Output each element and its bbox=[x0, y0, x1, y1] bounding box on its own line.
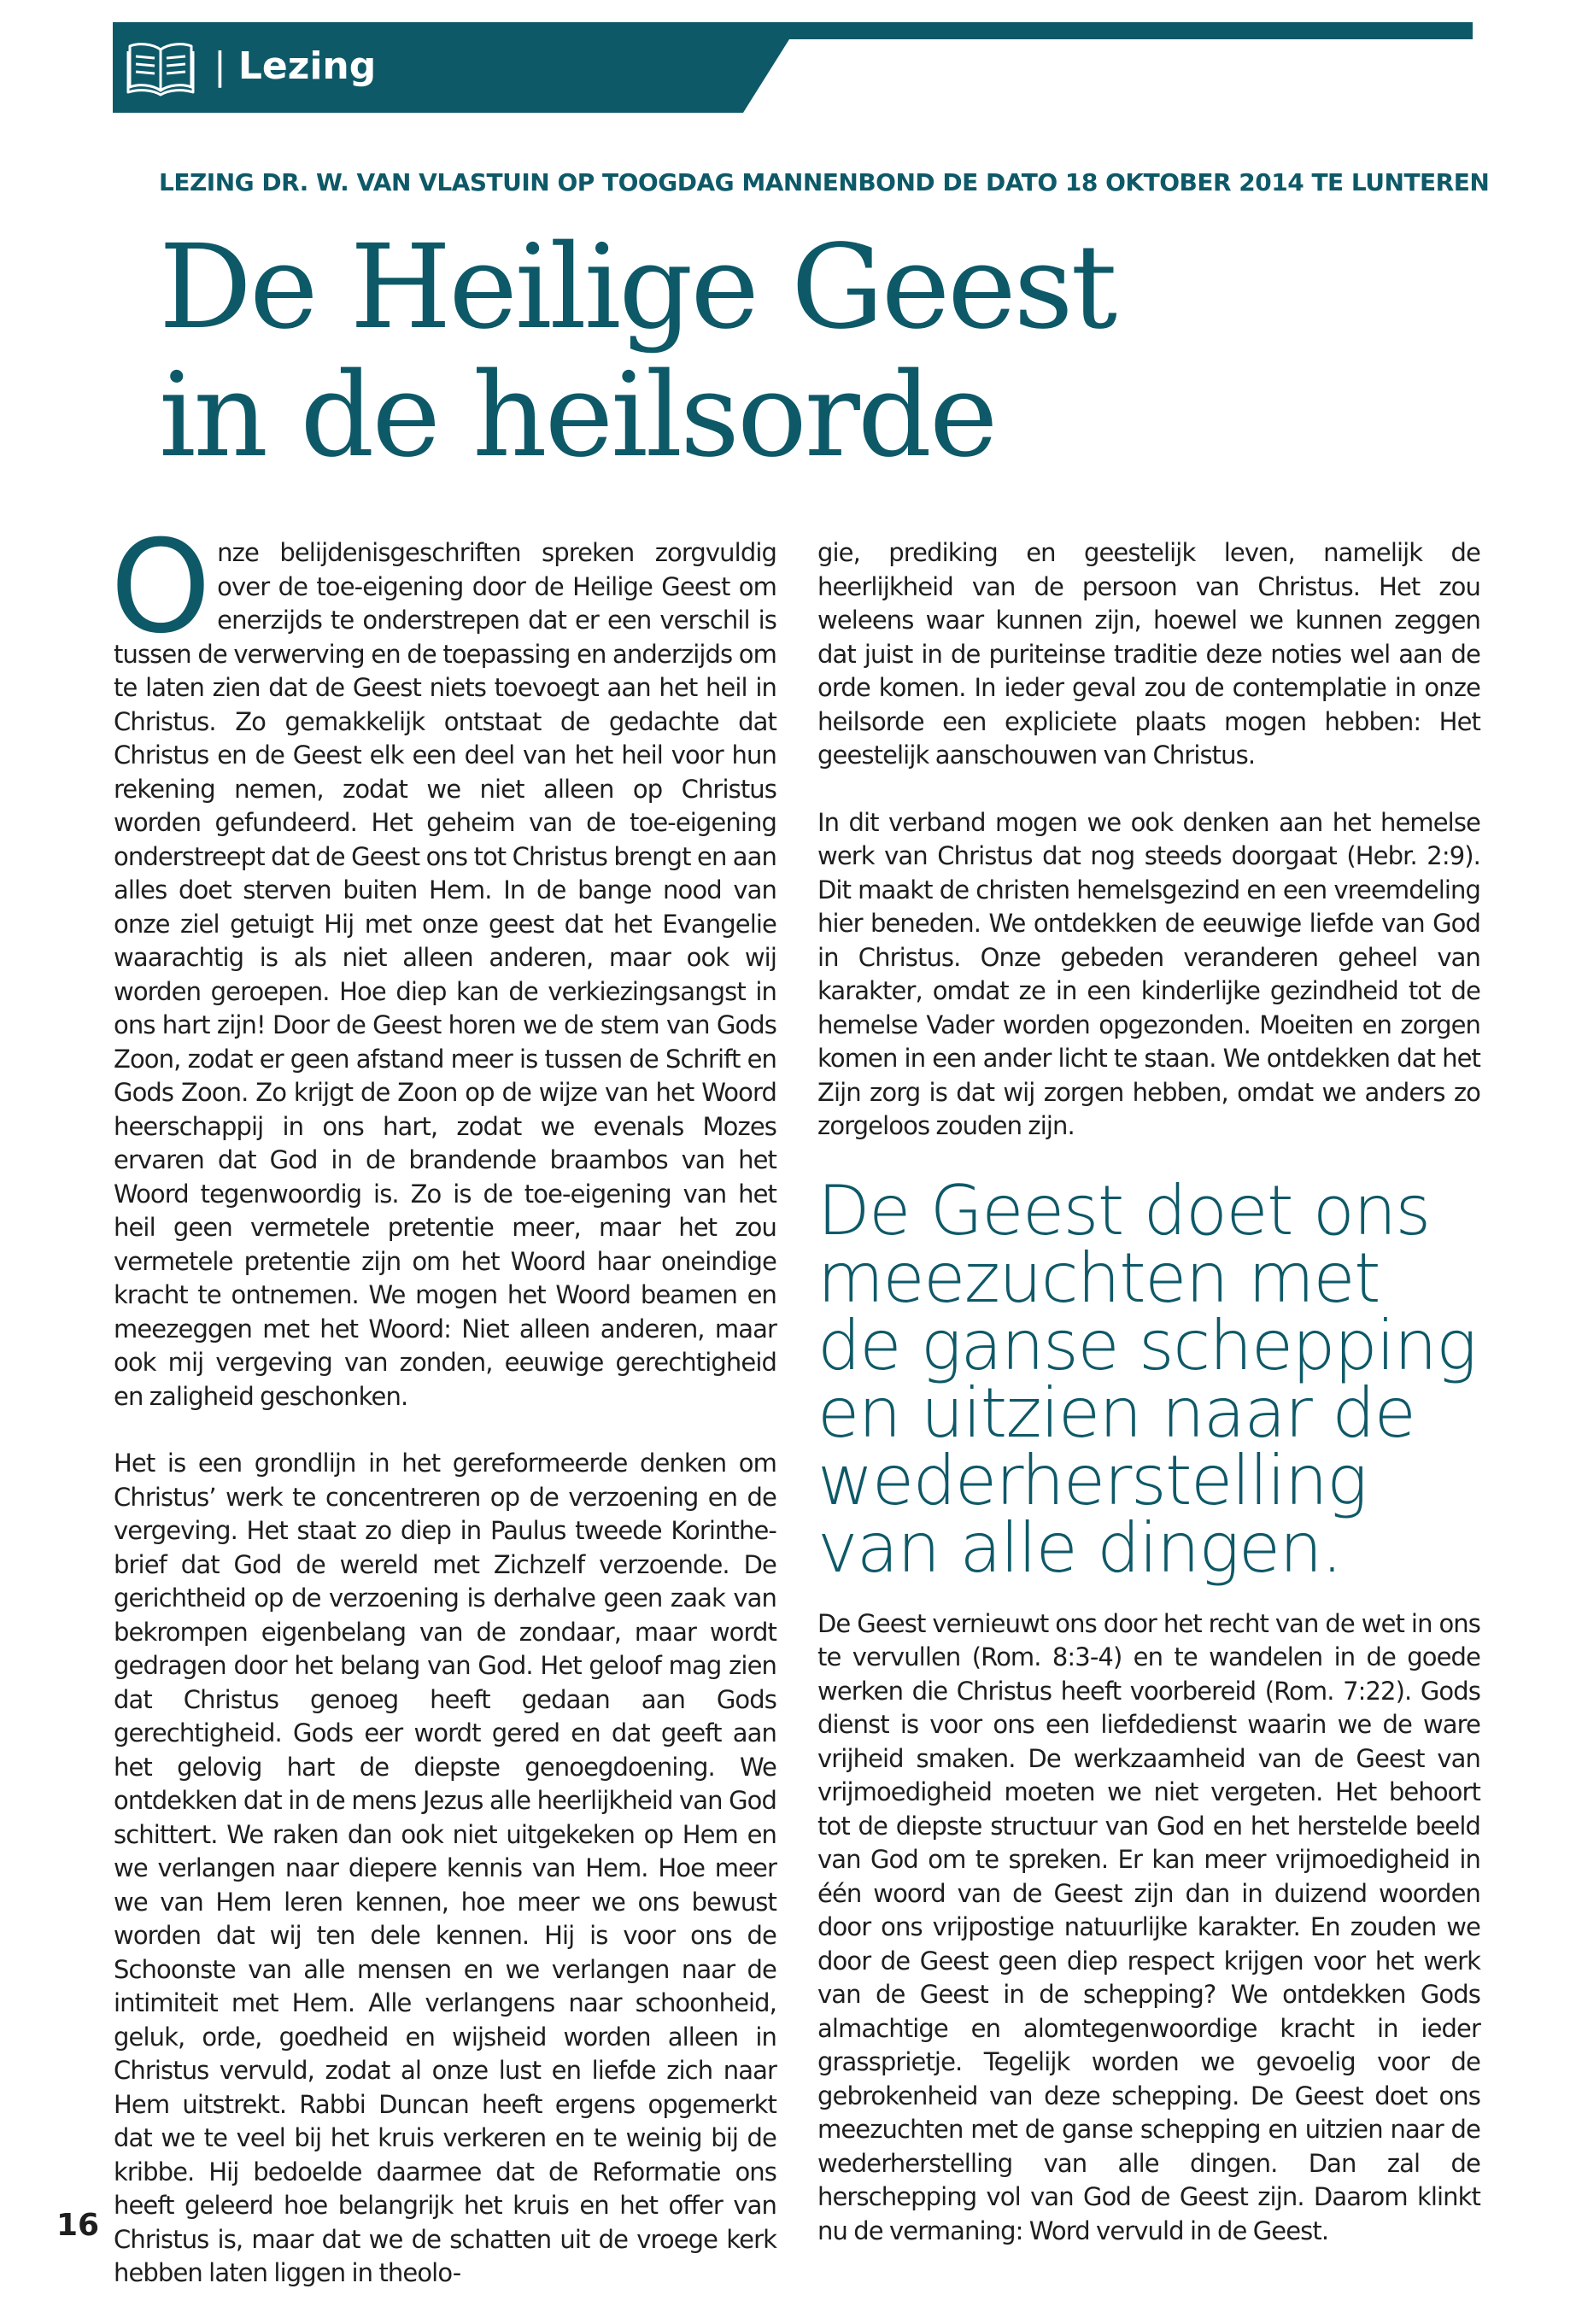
section-label-text: Lezing bbox=[237, 44, 377, 88]
pull-quote-line: van alle dingen. bbox=[817, 1507, 1342, 1588]
article-kicker: LEZING DR. W. VAN VLASTUIN OP TOOGDAG MANNENBOND DE DATO 18 OKTOBER 2014 TE LUNTEREN bbox=[159, 168, 1490, 196]
pull-quote-line: meezuchten met bbox=[817, 1238, 1380, 1318]
section-separator: | bbox=[214, 44, 226, 88]
right-column bbox=[817, 536, 1480, 2281]
paragraph-text: nze belijdenisgeschriften spreken zorgvuldig over de toe-eigening door de Heilige Geest om enerzijds te onderstrepen dat er een verschil is tussen de verwerving en de toepassing en anderzijds om te laten zien dat de Geest niets toevoegt aan het heil in Christus. Zo gemakkelijk ontstaat de gedachte dat Christus en de Geest elk een deel van het heil voor hun rekening nemen, zodat we niet alleen op Christus worden gefundeerd. Het geheim van de toe-eigening onderstreept dat de Geest ons tot Christus brengt en aan alles doet sterven buiten Hem. In de bange nood van onze ziel getuigt Hij met onze geest dat het Evangelie waarachtig is als niet alleen anderen, maar ook wij worden geroepen. Hoe diep kan de verkiezingsangst in ons hart zijn! Door de Geest horen we de stem van Gods Zoon, zodat er geen afstand meer is tussen de Schrift en Gods Zoon. Zo krijgt de Zoon op de wijze van het Woord heerschappij in ons hart, zodat we evenals Mozes ervaren dat God in de brandende braambos van het Woord tegenwoordig is. Zo is de toe-eigening van het heil geen vermetele pretentie meer, maar het zou vermetele pretentie zijn om het Woord haar oneindige kracht te ontnemen. We mogen het Woord beamen en meezeggen met het Woord: Niet alleen anderen, maar ook mij vergeving van zonden, eeuwige gerechtigheid en zaligheid geschonken. bbox=[114, 538, 776, 1411]
open-book-icon bbox=[126, 38, 195, 97]
pull-quote-line: en uitzien naar de bbox=[817, 1373, 1415, 1453]
page-number: 16 bbox=[56, 2208, 100, 2243]
body-paragraph bbox=[110, 513, 776, 1414]
drop-cap: O bbox=[110, 513, 211, 662]
pull-quote-line: De Geest doet ons bbox=[817, 1170, 1430, 1250]
title-line-2: in de heilsorde bbox=[159, 348, 996, 483]
body-paragraph: De Geest vernieuwt ons door het recht van de wet in ons te vervullen (Rom. 8:3-4) en te wandelen in de goede werken die Christus heeft voorbereid (Rom. 7:22). Gods dienst is voor ons een liefdedienst waarin we de ware vrijheid smaken. De werkzaamheid van de Geest van vrijmoedigheid moeten we niet vergeten. Het behoort tot de diepste structuur van God en het herstelde beeld van God om te spreken. Er kan meer vrijmoedigheid in één woord van de Geest zijn dan in duizend woorden door ons vrijpostige natuurlijke karakter. En zouden we door de Geest geen diep respect krijgen voor het werk van de Geest in de schepping? We ontdekken Gods almachtige en alomtegenwoordige kracht in ieder grassprietje. Tegelijk worden we gevoelig voor de gebrokenheid van deze schepping. De Geest doet ons meezuchten met de ganse schepping en uitzien naar de wederherstelling van alle dingen. Dan zal de herschepping vol van God de Geest zijn. Daarom klinkt nu de vermaning: Word vervuld in de Geest. bbox=[817, 1608, 1480, 2245]
pull-quote bbox=[817, 1170, 1480, 1588]
pull-quote-line: wederherstelling bbox=[817, 1440, 1367, 1520]
section-header-bar bbox=[113, 22, 1473, 113]
section-label bbox=[214, 41, 376, 92]
article-title bbox=[159, 220, 1184, 483]
title-line-1: De Heilige Geest bbox=[159, 220, 1116, 355]
body-paragraph: gie, prediking en geestelijk leven, namelijk de heerlijkheid van de persoon van Christus. Het zou weleens waar kunnen zijn, hoewel we kunnen zeggen dat juist in de puriteinse traditie deze noties wel aan de orde komen. In ieder geval zou de contemplatie in onze heilsorde een expliciete plaats mogen hebben: Het geestelijk aanschouwen van Christus. bbox=[817, 538, 1480, 770]
body-paragraph: In dit verband mogen we ook denken aan het hemelse werk van Christus dat nog steeds doorgaat (Hebr. 2:9). Dit maakt de christen hemelsgezind en een vreemdeling hier beneden. We ontdekken de eeuwige liefde van God in Christus. Onze gebeden veranderen geheel van karakter, omdat ze in een kinderlijke gezindheid tot de hemelse Vader worden opgezonden. Moeiten en zorgen komen in een ander licht te staan. We ontdekken dat het Zijn zorg is dat wij zorgen hebben, omdat we anders zo zorgeloos zouden zijn. bbox=[817, 807, 1480, 1140]
pull-quote-line: de ganse schepping bbox=[817, 1305, 1476, 1385]
left-column bbox=[110, 513, 776, 2324]
body-paragraph: Het is een grondlijn in het gereformeerde denken om Christus’ werk te concentreren op de verzoening en de vergeving. Het staat zo diep in Paulus tweede Korinthe-brief dat God de wereld met Zichzelf verzoende. De gerichtheid op de verzoening is derhalve geen zaak van bekrompen eigenbelang van de zondaar, maar wordt gedragen door het belang van God. Het geloof mag zien dat Christus genoeg heeft gedaan aan Gods gerechtigheid. Gods eer wordt gered en dat geeft aan het gelovig hart de diepste genoegdoening. We ontdekken dat in de mens Jezus alle heerlijkheid van God schittert. We raken dan ook niet uitgekeken op Hem en we verlangen naar diepere kennis van Hem. Hoe meer we van Hem leren kennen, hoe meer we ons bewust worden dat wij ten dele kennen. Hij is voor ons de Schoonste van alle mensen en we verlangen naar de intimiteit met Hem. Alle verlangens naar schoonheid, geluk, orde, goedheid en wijsheid worden alleen in Christus vervuld, zodat al onze lust en liefde zich naar Hem uitstrekt. Rabbi Duncan heeft ergens opgemerkt dat we te veel bij het kruis verkeren en te weinig bij de kribbe. Hij bedoelde daarmee dat de Reformatie ons heeft geleerd hoe belangrijk het kruis en het offer van Christus is, maar dat we de schatten uit de vroege kerk hebben laten liggen in theolo- bbox=[114, 1449, 776, 2287]
